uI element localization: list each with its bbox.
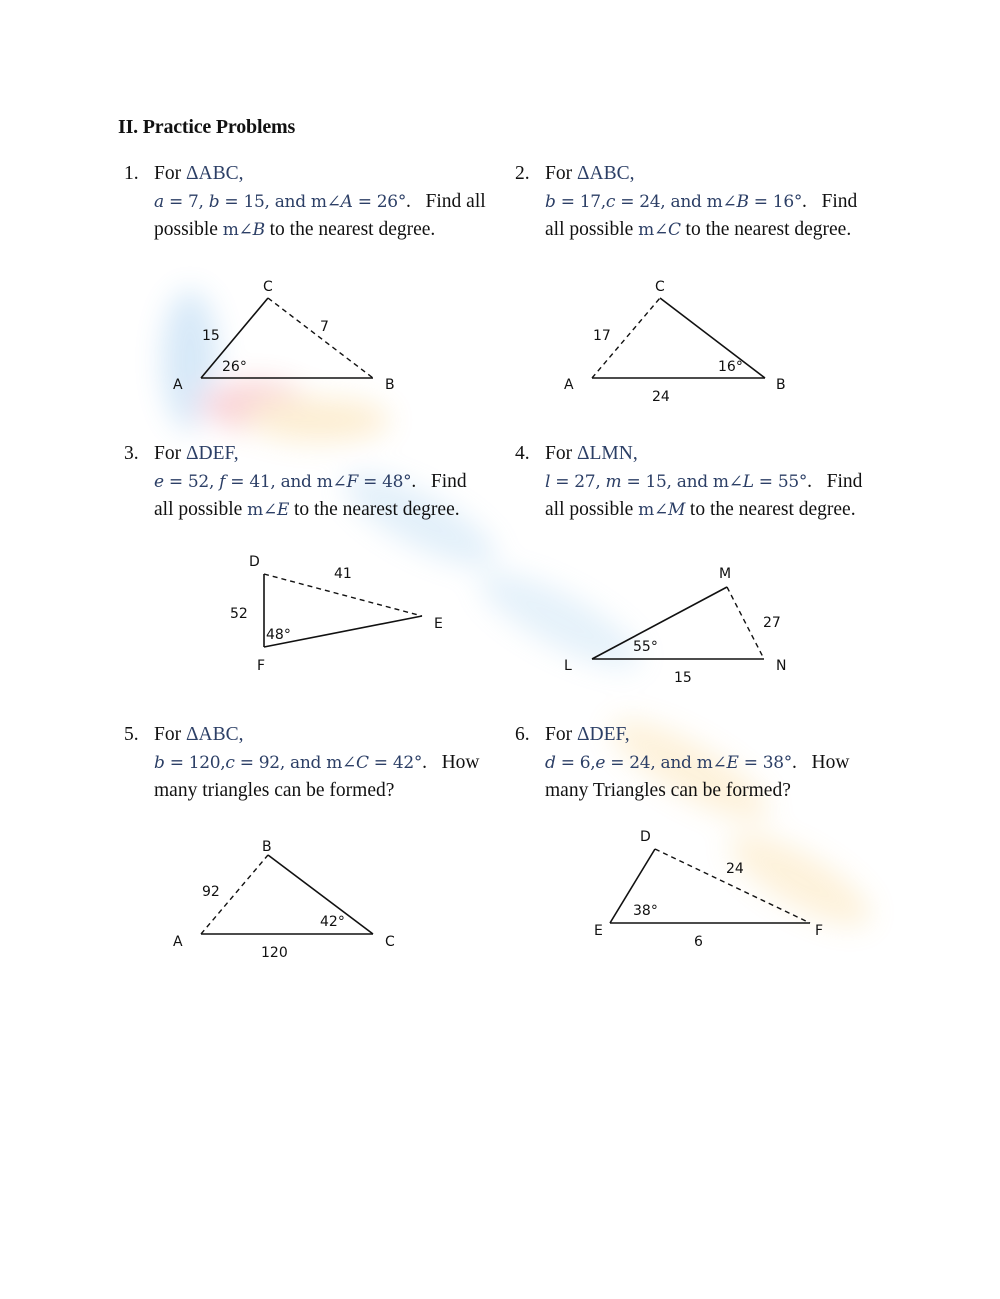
triangle-name: ΔDEF, [185,443,239,464]
svg-text:A: A [173,377,183,393]
problem-number: 3. [124,443,139,464]
problem-question: all possible m∠E to the nearest degree. [154,499,460,520]
svg-text:41: 41 [334,566,352,582]
svg-text:B: B [262,839,272,855]
svg-text:B: B [776,377,786,393]
problem-givens: b = 120,c = 92, and m∠C = 42°. How [154,752,480,773]
svg-text:L: L [564,658,572,674]
svg-text:15: 15 [674,670,692,686]
svg-text:C: C [655,279,665,295]
svg-text:24: 24 [652,389,670,405]
problem-intro: For ΔLMN, [545,443,638,464]
svg-text:D: D [640,829,651,845]
problem-question: all possible m∠C to the nearest degree. [545,219,852,240]
problem-givens: a = 7, b = 15, and m∠A = 26°. Find all [154,191,486,212]
svg-text:A: A [564,377,574,393]
problem-number: 2. [515,163,530,184]
svg-text:26°: 26° [222,359,247,375]
problem-givens: e = 52, f = 41, and m∠F = 48°. Find [154,471,467,492]
svg-text:C: C [263,279,273,295]
problem-givens: l = 27, m = 15, and m∠L = 55°. Find [545,471,863,492]
svg-text:55°: 55° [633,639,658,655]
problem-intro: For ΔABC, [154,163,244,184]
svg-text:120: 120 [261,945,288,961]
problem-number: 6. [515,724,530,745]
svg-text:38°: 38° [633,903,658,919]
triangle-name: ΔABC, [185,163,244,184]
svg-text:E: E [434,616,443,632]
problem-question: many triangles can be formed? [154,780,395,801]
problem-question: many Triangles can be formed? [545,780,791,801]
svg-text:N: N [776,658,787,674]
section-title: II. Practice Problems [118,116,296,138]
problem-question: possible m∠B to the nearest degree. [154,219,436,240]
triangle-name: ΔABC, [185,724,244,745]
problem-givens: b = 17,c = 24, and m∠B = 16°. Find [545,191,858,212]
svg-text:D: D [249,554,260,570]
svg-text:42°: 42° [320,914,345,930]
svg-text:F: F [257,658,266,674]
svg-text:52: 52 [230,606,248,622]
svg-text:16°: 16° [718,359,743,375]
svg-text:F: F [815,923,824,939]
svg-text:A: A [173,934,183,950]
problem-number: 5. [124,724,139,745]
svg-text:92: 92 [202,884,220,900]
problem-number: 1. [124,163,139,184]
problem-intro: For ΔABC, [545,163,635,184]
svg-text:7: 7 [320,319,329,335]
triangle-name: ΔABC, [576,163,635,184]
svg-text:C: C [385,934,395,950]
svg-text:6: 6 [694,934,703,950]
svg-text:M: M [719,566,732,582]
svg-text:B: B [385,377,395,393]
problem-givens: d = 6,e = 24, and m∠E = 38°. How [545,752,850,773]
problem-question: all possible m∠M to the nearest degree. [545,499,856,520]
svg-text:27: 27 [763,615,781,631]
problem-intro: For ΔDEF, [545,724,630,745]
triangle-name: ΔLMN, [576,443,638,464]
svg-text:48°: 48° [266,627,291,643]
problem-intro: For ΔDEF, [154,443,239,464]
svg-text:15: 15 [202,328,220,344]
svg-text:24: 24 [726,861,744,877]
triangle-name: ΔDEF, [576,724,630,745]
problem-intro: For ΔABC, [154,724,244,745]
svg-text:E: E [594,923,603,939]
problem-number: 4. [515,443,530,464]
svg-text:17: 17 [593,328,611,344]
